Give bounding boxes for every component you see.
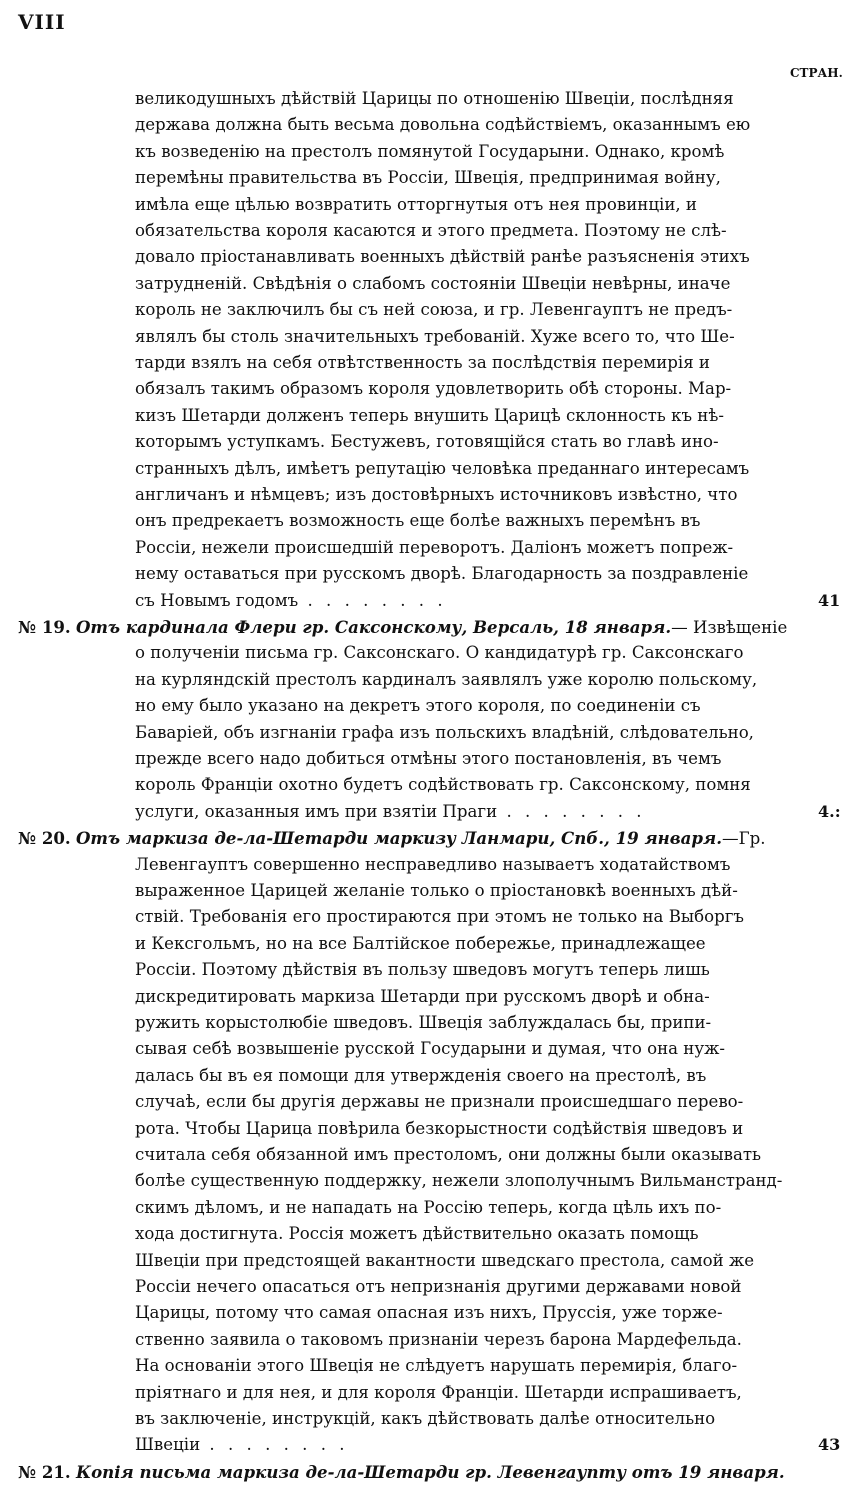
page-column-header: СТРАН. (790, 66, 843, 80)
entry18-summary-line: къ возведенію на престолъ помянутой Государыни. Однако, кромѣ (135, 141, 725, 161)
entry19-summary-line: но ему было указано на декретъ этого короля, по соединеніи съ (135, 696, 701, 716)
entry20-summary-line: Швеціи при предстоящей вакантности шведскаго престола, самой же (135, 1250, 755, 1270)
entry20-summary-line: далась бы въ ея помощи для утвержденія своего на престолѣ, въ (135, 1065, 707, 1085)
entry19-summary-line: о полученіи письма гр. Саксонскаго. О кандидатурѣ гр. Саксонскаго (135, 643, 744, 663)
entry19-summary-start: — Извѣщеніе (671, 618, 788, 637)
entry19-title: Отъ кардинала Флери гр. Саксонскому, Версаль, 18 января. (75, 617, 672, 637)
entry18-summary-line: Россіи, нежели происшедшій переворотъ. Даліонъ можетъ попреж- (135, 537, 734, 557)
entry18-summary-line: имѣла еще цѣлью возвратить отторгнутыя отъ нея провинціи, и (135, 194, 697, 214)
entry20-summary-line: хода достигнута. Россія можетъ дѣйствительно оказать помощь (135, 1224, 699, 1244)
page-number: VIII (18, 10, 66, 34)
entry20-summary-line: дискредитировать маркиза Шетарди при русскомъ дворѣ и обна- (135, 986, 710, 1006)
dot-leader: . . . . . . . . (200, 1435, 349, 1455)
entry18-summary-line: довало пріостанавливать военныхъ дѣйствій ранѣе разъясненія этихъ (135, 247, 750, 267)
entry20-summary-start: —Гр. (722, 829, 766, 849)
entry20-summary-line: ствій. Требованія его простираются при этомъ не только на Выборгъ (135, 907, 744, 927)
entry18-summary-line: обязалъ такимъ образомъ короля удовлетворить обѣ стороны. Мар- (135, 379, 732, 399)
entry18-final-line (135, 588, 447, 614)
entry20-summary-line: Левенгауптъ совершенно несправедливо называетъ ходатайствомъ (135, 854, 731, 874)
entry18-summary-line: нему оставаться при русскомъ дворѣ. Благодарность за поздравленіе (135, 564, 749, 584)
entry19-page-ref: 4.: (818, 801, 841, 821)
entry18-summary-line: кизъ Шетарди долженъ теперь внушить Царицѣ склонность къ нѣ- (135, 405, 724, 425)
entry19-summary-line: прежде всего надо добиться отмѣны этого постановленія, въ чемъ (135, 749, 722, 768)
entry18-summary-line: которымъ уступкамъ. Бестужевъ, готовящійся стать во главѣ ино- (135, 432, 719, 452)
entry20-summary-line: ружить корыстолюбіе шведовъ. Швеція заблуждалась бы, припи- (135, 1013, 712, 1032)
entry20-summary-line: рота. Чтобы Царица повѣрила безкорыстности содѣйствія шведовъ и (135, 1118, 744, 1138)
entry18-summary-line: англичанъ и нѣмцевъ; изъ достовѣрныхъ источниковъ извѣстно, что (135, 485, 738, 504)
entry18-summary-line: великодушныхъ дѣйствій Царицы по отношенію Швеціи, послѣдняя (135, 89, 734, 108)
entry18-page-ref: 41 (818, 590, 841, 610)
entry19-final-line (135, 799, 646, 825)
entry20-summary-line: На основаніи этого Швеція не слѣдуетъ нарушать перемирія, благо- (135, 1356, 738, 1376)
entry20-summary-line: Россіи нечего опасаться отъ непризнанія другими державами новой (135, 1277, 742, 1296)
entry21-title: Копія письма маркиза де-ла-Шетарди гр. Левенгаупту отъ 19 января. (75, 1461, 785, 1482)
entry20-summary-line: случаѣ, если бы другія державы не признали происшедшаго перево- (135, 1092, 744, 1112)
entry20-heading (18, 825, 766, 851)
entry20-summary-line: Царицы, потому что самая опасная изъ нихъ, Пруссія, уже торже- (135, 1303, 723, 1323)
entry21-heading (18, 1459, 785, 1485)
entry18-summary-line: король не заключилъ бы съ ней союза, и гр. Левенгауптъ не предъ- (135, 300, 733, 320)
entry18-final-line-text: съ Новымъ годомъ (135, 590, 299, 610)
entry20-summary-line: считала себя обязанной имъ престоломъ, они должны были оказывать (135, 1145, 762, 1164)
entry19-heading (18, 614, 787, 640)
entry18-summary-line: онъ предрекаетъ возможность еще болѣе важныхъ перемѣнъ въ (135, 511, 701, 531)
dot-leader: . . . . . . . . (298, 590, 447, 610)
entry21-number: № 21. (18, 1461, 71, 1482)
entry20-summary-line: болѣе существенную поддержку, нежели злополучнымъ Вильманстранд- (135, 1171, 783, 1191)
entry20-summary-line: ственно заявила о таковомъ признаніи черезъ барона Мардефельда. (135, 1329, 742, 1349)
entry20-final-line-text: Швеціи (135, 1435, 201, 1455)
entry19-number: № 19. (18, 617, 71, 637)
entry20-summary-line: Россіи. Поэтому дѣйствія въ пользу шведовъ могутъ теперь лишь (135, 960, 710, 980)
entry18-summary-line: тарди взялъ на себя отвѣтственность за послѣдствія перемирія и (135, 353, 710, 372)
entry19-final-line-text: услуги, оказанныя имъ при взятіи Праги (135, 801, 498, 821)
entry20-summary-line: пріятнаго и для нея, и для короля Франціи. Шетарди испрашиваетъ, (135, 1382, 742, 1402)
entry19-summary-line: король Франціи охотно будетъ содѣйствовать гр. Саксонскому, помня (135, 775, 751, 795)
entry20-summary-line: скимъ дѣломъ, и не нападать на Россію теперь, когда цѣль ихъ по- (135, 1197, 722, 1217)
entry20-summary-line: въ заключеніе, инструкцій, какъ дѣйствовать далѣе относительно (135, 1409, 716, 1428)
entry18-summary-line: обязательства короля касаются и этого предмета. Поэтому не слѣ- (135, 221, 727, 240)
entry20-title: Отъ маркиза де-ла-Шетарди маркизу Ланмари, Спб., 19 января. (75, 828, 723, 849)
entry20-summary-line: сывая себѣ возвышеніе русской Государыни и думая, что она нуж- (135, 1039, 726, 1059)
entry20-final-line (135, 1432, 349, 1458)
entry18-summary-line: странныхъ дѣлъ, имѣетъ репутацію человѣка преданнаго интересамъ (135, 458, 750, 478)
entry18-summary-line: перемѣны правительства въ Россіи, Швеція, предпринимая войну, (135, 168, 721, 188)
entry20-number: № 20. (18, 828, 71, 849)
entry19-summary-line: Баваріей, объ изгнаніи графа изъ польскихъ владѣній, слѣдовательно, (135, 722, 754, 742)
entry18-summary-line: затрудненій. Свѣдѣнія о слабомъ состояніи Швеціи невѣрны, иначе (135, 273, 731, 293)
entry20-summary-line: и Кексгольмъ, но на все Балтійское побережье, принадлежащее (135, 933, 706, 953)
entry19-summary-line: на курляндскій престолъ кардиналъ заявлялъ уже королю польскому, (135, 669, 758, 689)
entry20-page-ref: 43 (818, 1435, 841, 1455)
entry18-summary-line: держава должна быть весьма довольна содѣйствіемъ, оказаннымъ ею (135, 115, 751, 135)
entry20-summary-line: выраженное Царицей желаніе только о пріостановкѣ военныхъ дѣй- (135, 881, 738, 900)
entry18-summary-line: являлъ бы столь значительныхъ требованій. Хуже всего то, что Ше- (135, 326, 735, 346)
dot-leader: . . . . . . . . (497, 801, 646, 821)
